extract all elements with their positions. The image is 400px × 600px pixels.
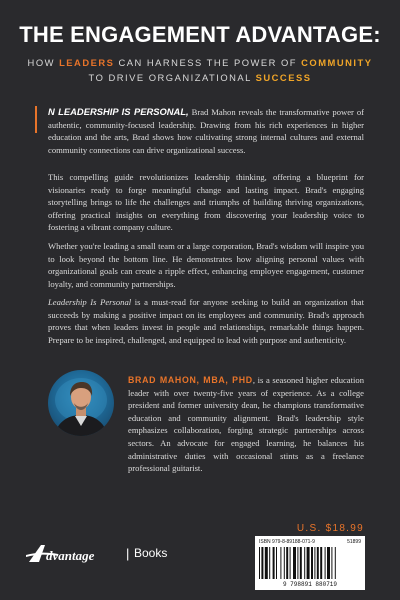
price-label: U.S. $18.99 xyxy=(296,523,364,534)
author-portrait-icon xyxy=(48,370,114,436)
author-name: BRAD MAHON, MBA, PHD xyxy=(128,375,253,385)
leaders-highlight: LEADERS xyxy=(59,57,115,68)
isbn-number: 9 798891 880719 xyxy=(282,581,337,588)
svg-text:dvantage: dvantage xyxy=(46,548,95,563)
description-paragraph-4: Leadership Is Personal is a must-read for anyone seeking to build an organization that succeeds by making a positive impact on its employees and community. Brad's approach proves that when leaders invest in people and relationships, remarkable things happen. Prepare to be inspired, challenged, and equipped to lead with purpose and authenticity. xyxy=(48,297,364,345)
price-code: 51899 xyxy=(347,539,361,545)
description-paragraph-1: N LEADERSHIP IS PERSONAL, Brad Mahon reveals the transformative power of authentic, community-focused leadership. Drawing from his rich experiences in higher education and the arts, Brad shows how cultivating strong internal cultures and external community connections can drive organizational success. xyxy=(48,106,365,155)
publisher-imprint: Books xyxy=(134,546,168,560)
subtitle-line-2: TO DRIVE ORGANIZATIONAL SUCCESS xyxy=(88,72,312,83)
book-title: THE ENGAGEMENT ADVANTAGE: xyxy=(19,22,381,47)
description-paragraph-3: Whether you're leading a small team or a large corporation, Brad's wisdom will inspire you to look beyond the bottom line. He demonstrates how aligning personal values with organizational goals can create a ripple effect, enhancing employee engagement, customer loyalty, and community partnerships. xyxy=(48,241,364,289)
barcode-bars-icon xyxy=(259,547,361,579)
isbn-barcode xyxy=(255,536,365,590)
community-highlight: COMMUNITY xyxy=(301,57,373,68)
publisher-logo xyxy=(26,541,124,574)
description-leadin: N LEADERSHIP IS PERSONAL, xyxy=(48,106,189,117)
book-title-reference: Leadership Is Personal xyxy=(48,297,132,307)
isbn-label: ISBN 979-8-89188-071-9 xyxy=(259,539,315,545)
author-bio: BRAD MAHON, MBA, PHD, is a seasoned higher education leader with over twenty-five years of experience. As a college president and former university dean, he champions transformative education and community alignment. Brad's leadership style emphasizes collaboration, forging strategic partnerships across sectors. An advocate for engaged learning, he balances his administrative duties with occasional stints as a freelance professional guitarist. xyxy=(128,375,364,474)
advantage-logo-icon xyxy=(26,541,124,569)
description-paragraph-2: This compelling guide revolutionizes leadership thinking, offering a blueprint for visionaries ready to forge meaningful change and lasting impact. Brad's engaging storytelling brings to life the challenges and triumphs of building thriving organizations, offering practical insights on everything from discovering your leadership voice to fostering a vibrant company culture. xyxy=(48,172,364,233)
subtitle-line-1: HOW LEADERS CAN HARNESS THE POWER OF COMMUNITY xyxy=(27,57,373,68)
logo-separator: | xyxy=(126,546,130,561)
accent-divider xyxy=(35,106,37,133)
author-photo xyxy=(48,370,114,436)
success-highlight: SUCCESS xyxy=(255,72,312,83)
